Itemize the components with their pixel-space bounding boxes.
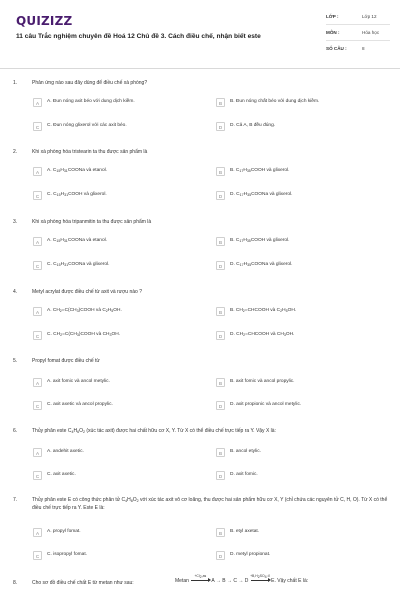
question-text: Khi xà phòng hóa tristearin ta thu được sản phẩm là: [32, 149, 148, 155]
option-c[interactable]: [33, 551, 203, 561]
meta-key: LỚP :: [326, 14, 339, 19]
scheme-end: E. Vậy chất E là:: [271, 578, 309, 584]
option-a[interactable]: [33, 98, 203, 108]
option-d[interactable]: [216, 471, 386, 481]
question-number: 6.: [13, 428, 18, 434]
question-number: 5.: [13, 358, 18, 364]
meta-key: SỐ CÂU :: [326, 46, 347, 51]
option-text: D. metyl propionat.: [230, 552, 271, 557]
option-letter: D: [216, 401, 225, 410]
question-text: Cho sơ đồ điều chế chất E từ metan như sau:: [32, 580, 134, 586]
option-text: A. $C_{15}H_{31}COONa$ và etanol.: [47, 238, 108, 243]
question-text: Thủy phân este $C_4H_6O_2$ (xúc tác axit) được hai chất hữu cơ X, Y. Từ X có thể điều chế trực tiếp ra Y. Vậy X là:: [32, 428, 276, 434]
option-text: D. axit fomic.: [230, 472, 258, 477]
option-a[interactable]: [33, 448, 203, 458]
option-b[interactable]: [216, 98, 386, 108]
option-letter: B: [216, 237, 225, 246]
option-text: D. axit propionic và ancol metylic.: [230, 402, 302, 407]
question-text: Thủy phân este E có công thức phân tử $C_4H_8O_2$ với xúc tác axit vô cơ loãng, thu được hai sản phẩm hữu cơ X, Y (chỉ chứa các nguyên tử C, H, O). Từ X có thể điều chế trực tiếp ra Y. Este E là:: [32, 497, 388, 511]
option-text: D. $C_{17}H_{35}COONa$ và glixerol.: [230, 262, 293, 267]
option-letter: D: [216, 122, 225, 131]
option-letter: A: [33, 528, 42, 537]
scheme-sequence: A → B → C → D: [211, 578, 249, 584]
question-number: 2.: [13, 149, 18, 155]
option-text: D. $C_{17}H_{35}COONa$ và glixerol.: [230, 192, 293, 197]
option-d[interactable]: [216, 261, 386, 271]
option-letter: D: [216, 471, 225, 480]
question-text: Propyl fomat được điều chế từ: [32, 358, 100, 364]
option-text: C. $CH_2=C(CH_3)COOH$ và $CH_3OH$.: [47, 332, 121, 337]
option-letter: B: [216, 98, 225, 107]
scheme-start: Metan: [175, 578, 189, 584]
option-b[interactable]: [216, 378, 386, 388]
option-b[interactable]: [216, 528, 386, 538]
option-d[interactable]: [216, 122, 386, 132]
option-letter: B: [216, 528, 225, 537]
meta-value: Lớp 12: [362, 14, 377, 19]
option-letter: B: [216, 378, 225, 387]
option-b[interactable]: [216, 307, 386, 317]
option-text: A. $CH_2=C(CH_3)COOH$ và $C_2H_5OH$.: [47, 308, 122, 313]
option-a[interactable]: [33, 528, 203, 538]
question-number: 7.: [13, 497, 18, 503]
option-text: B. $C_{17}H_{35}COOH$ và glixerol.: [230, 238, 290, 243]
option-letter: C: [33, 331, 42, 340]
option-c[interactable]: [33, 261, 203, 271]
option-text: C. $C_{15}H_{31}COOH$ và glixerol.: [47, 192, 107, 197]
option-a[interactable]: [33, 307, 203, 317]
question-number: 8.: [13, 580, 18, 586]
question-text: Metyl acrylat được điều chế từ axit và rượu nào ?: [32, 289, 142, 295]
option-text: C. Đun nóng glixerol với các axit béo.: [47, 123, 127, 128]
reaction-scheme: [175, 574, 309, 584]
scheme-reagent: $+B,H_2SO_4$ đ: [250, 574, 270, 579]
option-letter: C: [33, 471, 42, 480]
option-a[interactable]: [33, 167, 203, 177]
option-text: B. etyl axetat.: [230, 529, 260, 534]
option-text: D. Cả A, B đều đúng.: [230, 123, 276, 128]
option-text: C. $C_{15}H_{31}COONa$ và glixerol.: [47, 262, 110, 267]
option-text: D. $CH_2=CHCOOH$ và $CH_3OH$.: [230, 332, 295, 337]
arrow-icon: [250, 574, 270, 584]
meta-divider: [326, 24, 390, 25]
option-text: C. axit axetic và ancol propylic.: [47, 402, 113, 407]
option-letter: C: [33, 261, 42, 270]
option-letter: D: [216, 191, 225, 200]
option-a[interactable]: [33, 237, 203, 247]
option-d[interactable]: [216, 191, 386, 201]
worksheet-header: [0, 0, 400, 69]
option-c[interactable]: [33, 122, 203, 132]
option-text: B. axit fomic và ancol propylic.: [230, 379, 295, 384]
question-number: 4.: [13, 289, 18, 295]
option-text: C. axit axetic.: [47, 472, 76, 477]
option-letter: A: [33, 167, 42, 176]
option-letter: A: [33, 378, 42, 387]
option-letter: B: [216, 448, 225, 457]
option-letter: D: [216, 331, 225, 340]
meta-divider: [326, 40, 390, 41]
option-b[interactable]: [216, 167, 386, 177]
option-letter: C: [33, 401, 42, 410]
option-letter: C: [33, 122, 42, 131]
question-number: 3.: [13, 219, 18, 225]
option-letter: D: [216, 551, 225, 560]
option-d[interactable]: [216, 401, 386, 411]
option-letter: A: [33, 98, 42, 107]
option-letter: C: [33, 551, 42, 560]
option-letter: C: [33, 191, 42, 200]
page-title: 11 câu Trắc nghiệm chuyên đề Hoá 12 Chủ đề 3. Cách điều chế, nhận biết este: [16, 33, 261, 40]
option-b[interactable]: [216, 237, 386, 247]
question-text: Phản ứng nào sau đây dùng để điều chế xà phòng?: [32, 80, 148, 86]
meta-value: Hóa học: [362, 30, 380, 35]
option-letter: A: [33, 307, 42, 316]
option-letter: B: [216, 307, 225, 316]
option-d[interactable]: [216, 331, 386, 341]
scheme-reagent: $+Cl_2,as$: [194, 574, 207, 579]
option-text: A. $C_{15}H_{31}COONa$ và etanol.: [47, 168, 108, 173]
meta-key: MÔN :: [326, 30, 340, 35]
option-c[interactable]: [33, 191, 203, 201]
option-letter: A: [33, 448, 42, 457]
option-text: B. $C_{17}H_{35}COOH$ và glixerol.: [230, 168, 290, 173]
option-b[interactable]: [216, 448, 386, 458]
option-letter: B: [216, 167, 225, 176]
option-text: B. ancol etylic.: [230, 449, 261, 454]
option-c[interactable]: [33, 471, 203, 481]
option-text: A. Đun nóng axit béo với dung dịch kiềm.: [47, 99, 135, 104]
option-a[interactable]: [33, 378, 203, 388]
option-text: A. propyl fomat.: [47, 529, 81, 534]
option-letter: D: [216, 261, 225, 270]
option-text: B. $CH_2=CHCOOH$ và $C_2H_5OH$.: [230, 308, 297, 313]
option-c[interactable]: [33, 401, 203, 411]
question-text: Khi xà phòng hóa tripanmitin ta thu được sản phẩm là: [32, 219, 152, 225]
question-number: 1.: [13, 80, 18, 86]
option-text: A. axit fomic và ancol metylic.: [47, 379, 110, 384]
option-text: C. isopropyl fomat.: [47, 552, 87, 557]
quizizz-logo: QUIZIZZ: [16, 14, 73, 28]
option-c[interactable]: [33, 331, 203, 341]
meta-value: 8: [362, 46, 365, 51]
arrow-icon: [190, 574, 210, 584]
option-text: B. Đun nóng chất béo với dung dịch kiềm.: [230, 99, 320, 104]
option-d[interactable]: [216, 551, 386, 561]
option-letter: A: [33, 237, 42, 246]
option-text: A. andehit axetic.: [47, 449, 84, 454]
